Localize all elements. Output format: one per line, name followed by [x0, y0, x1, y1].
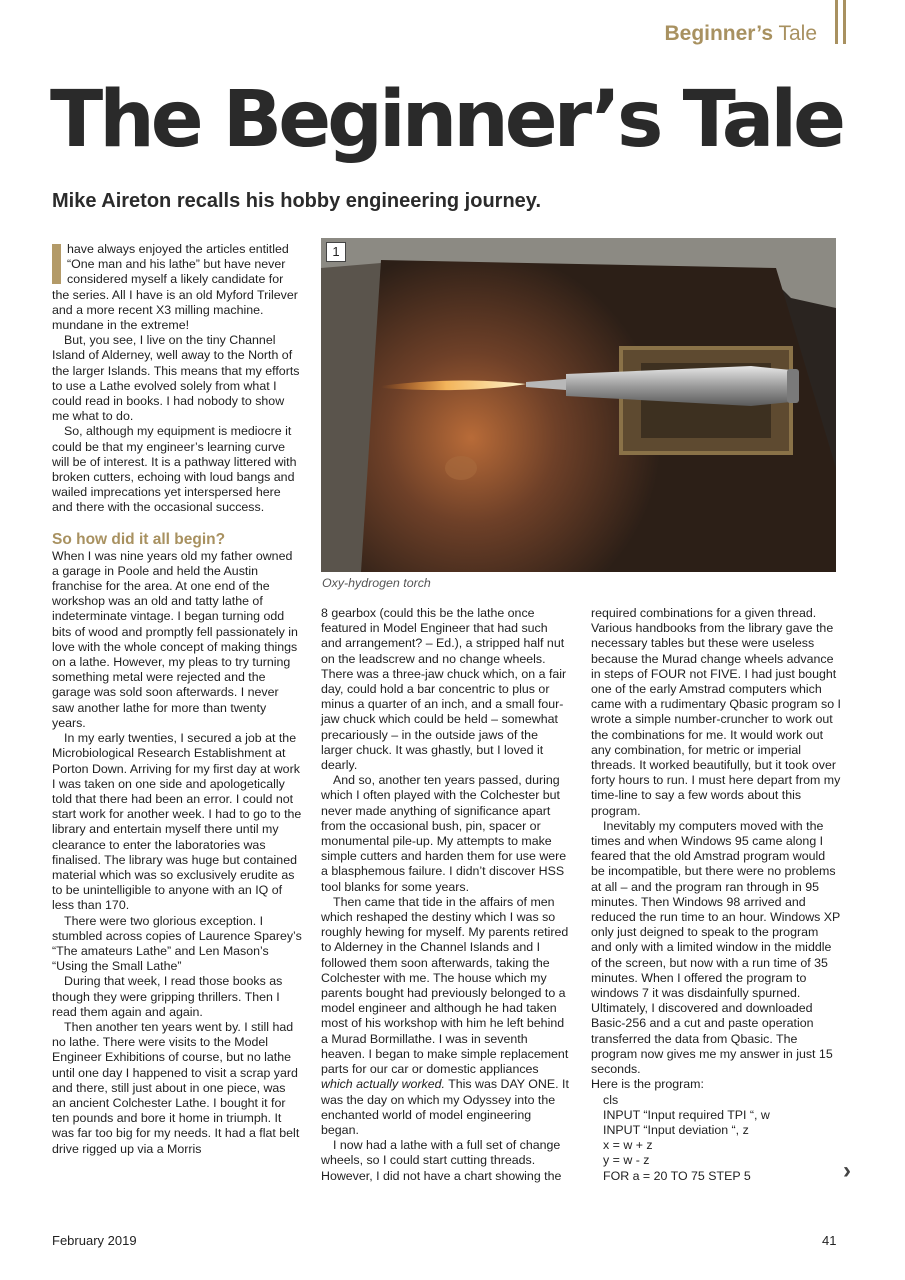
code-line: cls — [603, 1092, 619, 1107]
figure-number: 1 — [326, 242, 346, 262]
paragraph: required combinations for a given thread. Various handbooks from the library gave the necessary tables but these were useless because the Murad change wheels advance in steps of FOUR not FIVE. I had just bought one of the early Amstrad computers which came with a rudimentary Qbasic program so I wrote a simple number-cruncher to work out the combinations for me. It would work out any combination, for metric or imperial threads. It worked beautifully, but it took over forty hours to run. I must here depart from my time-line to say a few words about this program. — [591, 606, 841, 818]
paragraph: When I was nine years old my father owned a garage in Poole and held the Austin franchise for the area. At one end of the workshop was an old and tatty lathe of indeterminate vintage. I began turning odd bits of wood and promptly fell passionately in love with the whole concept of making things on a lathe. However, my pleas to try turning something metal were rejected and the garage was sold soon afterwards. I never saw another lathe for more than twenty years. — [52, 548, 298, 730]
figure-photo — [321, 238, 836, 572]
running-head — [664, 22, 817, 46]
paragraph: Then another ten years went by. I still had no lathe. There were visits to the Model Engineer Exhibitions of course, but no lathe until one day I happened to visit a scrap yard and there, still just about in one piece, was an ancient Colchester Lathe. I bought it for ten pounds and bore it home in triumph. It was far too big for my needs. It had a flat belt drive rigged up via a Morris — [52, 1019, 300, 1156]
standfirst: Mike Aireton recalls his hobby engineering journey. — [52, 190, 541, 212]
torch-photo-illustration — [321, 238, 836, 572]
paragraph: 8 gearbox (could this be the lathe once featured in Model Engineer that had such and arrangement? – Ed.), a stripped half nut on the leadscrew and no change wheels. There was a three-jaw chuck which, on a fair day, could hold a bar concentric to plus or minus a quarter of an inch, and a small four-jaw chuck which could be held – somewhat precariously – in the outside jaws of the larger chuck. It was ghastly, but I loved it dearly. — [321, 606, 567, 773]
page-title: The Beginner’s Tale — [50, 75, 843, 165]
paragraph: During that week, I read those books as though they were gripping thrillers. Then I read them again and again. — [52, 974, 283, 1019]
running-head-strong: Beginner’s — [664, 22, 773, 45]
paragraph: Inevitably my computers moved with the times and when Windows 95 came along I feared that the old Amstrad program would be incompatible, but there were no problems at all – and the program ran through in 95 minutes. Then Windows 98 arrived and reduced the run time to an hour. Windows XP only just deigned to speak to the program and only with a limited window in the middle of the screen, but now with a run time of 35 minutes. When I offered the program to windows 7 it was disdainfully spurned. Ultimately, I discovered and downloaded Basic-256 and a cut and paste operation transferred the data from Qbasic. The program now gives me my answer in just 15 seconds. — [591, 818, 841, 1077]
paragraph: Here is the program: — [591, 1077, 704, 1092]
paragraph: In my early twenties, I secured a job at the Microbiological Research Establishment at Porton Down. Arriving for my first day at work I was taken on one side and apologetically told that there had been an error. I could not start work for another week. I had to go to the library and entertain myself there until my clearance to enter the laboratories was finalised. The library was huge but contained material which was so exclusively erudite as to be unintelligible to anyone with an IQ of less than 170. — [52, 731, 302, 913]
running-head-light: Tale — [778, 22, 817, 45]
code-line: y = w - z — [603, 1153, 650, 1168]
paragraph: So, although my equipment is mediocre it could be that my engineer’s learning curve will be of interest. It is a pathway littered with broken cutters, echoing with loud bangs and wailed imprecations yet interspersed here and there with the occasional success. — [52, 424, 297, 515]
article-column-1 — [52, 242, 302, 1157]
paragraph: There were two glorious exception. I stumbled across copies of Laurence Sparey’s “The amateurs Lathe” and Len Mason’s “Using the Small Lathe” — [52, 913, 302, 974]
drop-cap-bar — [52, 244, 61, 284]
paragraph: But, you see, I live on the tiny Channel Island of Alderney, well away to the North of the larger Islands. This means that my efforts to use a Lathe evolved solely from what I could read in books. I had nobody to show me what to do. — [52, 333, 300, 424]
code-line: INPUT “Input required TPI “, w — [603, 1107, 770, 1122]
page-number: 41 — [822, 1233, 837, 1248]
article-column-2 — [321, 606, 571, 1184]
chevron-right-icon[interactable]: › — [843, 1157, 851, 1184]
paragraph: Then came that tide in the affairs of men which reshaped the destiny which I was so roughly hewing for myself. My parents retired to Alderney in the Channel Islands and I followed them soon afterwards, taking the Colchester with me. The house which my parents bought had previously belonged to a model engineer and although he had taken most of his workshop with him he left behind a Murad Bormillathe. I was in seventh heaven. I began to make simple replacement parts for our car or domestic appliances which actually worked. This was DAY ONE. It was the day on which my Odyssey into the enchanted world of model engineering began. — [321, 894, 569, 1137]
figure-caption: Oxy-hydrogen torch — [322, 576, 431, 590]
paragraph: And so, another ten years passed, during which I often played with the Colchester but never made anything of significance apart from the occasional bush, pin, spacer or monumental pile-up. My attempts to make simple cutters and harden them for use were a blasphemous failure. I didn’t discover HSS tool blanks for some years. — [321, 773, 567, 894]
paragraph: I now had a lathe with a full set of change wheels, so I could start cutting threads. However, I did not have a chart showing the — [321, 1138, 562, 1183]
footer-date: February 2019 — [52, 1233, 137, 1248]
section-subheading: So how did it all begin? — [52, 530, 226, 548]
code-line: INPUT “Input deviation “, z — [603, 1122, 749, 1137]
intro-paragraph: have always enjoyed the articles entitled “One man and his lathe” but have never considered myself a likely candidate for the series. All I have is an old Myford Trilever and a more recent X3 milling machine. mundane in the extreme! — [52, 242, 298, 333]
running-head-bars — [835, 0, 847, 44]
article-column-3 — [591, 606, 841, 1184]
code-line: FOR a = 20 TO 75 STEP 5 — [603, 1168, 751, 1183]
code-line: x = w + z — [603, 1138, 653, 1153]
